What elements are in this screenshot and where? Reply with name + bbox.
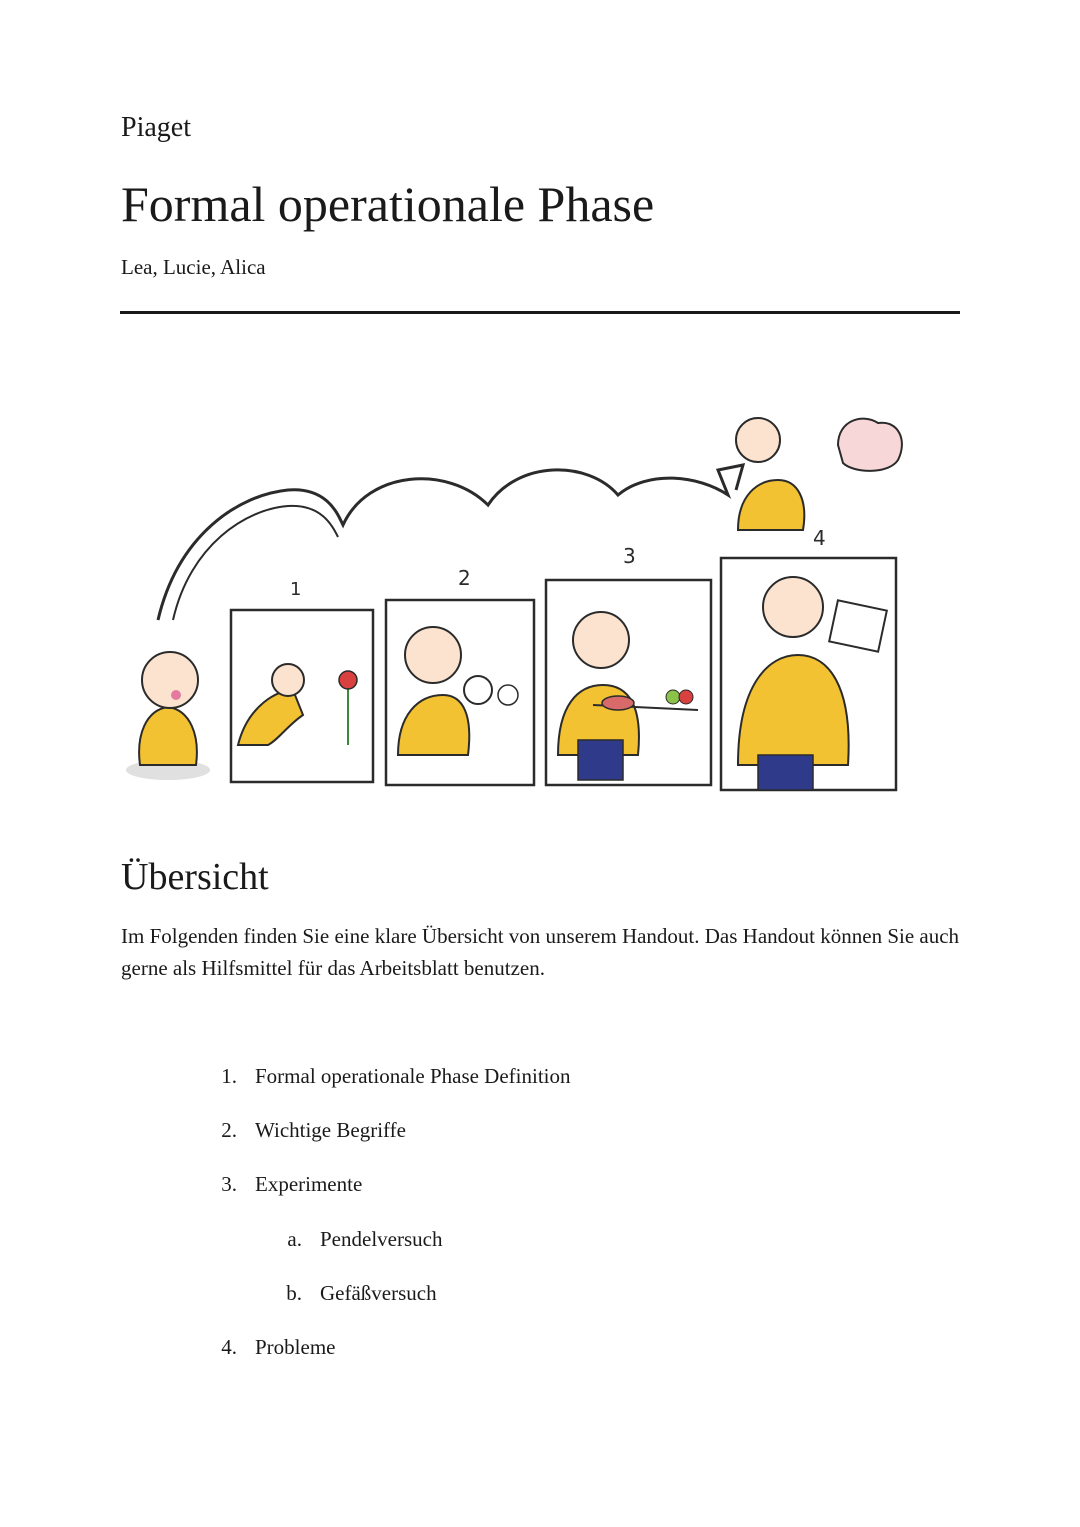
stage-2-label: 2 xyxy=(458,566,471,590)
toc-item xyxy=(221,1064,571,1089)
toc-text: Gefäßversuch xyxy=(320,1281,437,1305)
toc-item xyxy=(221,1335,336,1360)
baby-figure xyxy=(126,652,210,780)
toc-text: Pendelversuch xyxy=(320,1227,443,1251)
stage-1-label: 1 xyxy=(290,579,302,600)
toc-number: 2. xyxy=(221,1118,237,1142)
toc-item xyxy=(221,1118,406,1143)
document-title: Formal operationale Phase xyxy=(121,176,655,232)
document-subject: Piaget xyxy=(121,112,191,143)
toc-item xyxy=(221,1172,363,1197)
horizontal-rule xyxy=(120,311,960,314)
toc-text: Formal operationale Phase Definition xyxy=(255,1064,571,1088)
piaget-stages-illustration xyxy=(118,385,908,800)
toc-number: 4. xyxy=(221,1335,237,1359)
toc-text: Experimente xyxy=(255,1172,363,1196)
toc-letter: b. xyxy=(286,1281,302,1305)
stage-4-label: 4 xyxy=(813,526,826,550)
stage-2-panel xyxy=(386,600,534,785)
overview-intro: Im Folgenden finden Sie eine klare Übersicht von unserem Handout. Das Handout können Sie auch gerne als Hilfsmittel für das Arbeitsblatt benutzen. xyxy=(121,924,960,980)
document-authors: Lea, Lucie, Alica xyxy=(121,255,266,279)
stage-3-label: 3 xyxy=(623,544,636,568)
toc-number: 3. xyxy=(221,1172,237,1196)
section-heading-overview: Übersicht xyxy=(121,856,269,898)
toc-number: 1. xyxy=(221,1064,237,1088)
teen-high-five-brain xyxy=(736,418,902,530)
toc-subitem xyxy=(287,1227,443,1252)
toc-text: Wichtige Begriffe xyxy=(255,1118,406,1142)
toc-text: Probleme xyxy=(255,1335,336,1359)
toc-letter: a. xyxy=(287,1227,302,1251)
stage-1-panel xyxy=(231,610,373,782)
toc-subitem xyxy=(286,1281,437,1306)
